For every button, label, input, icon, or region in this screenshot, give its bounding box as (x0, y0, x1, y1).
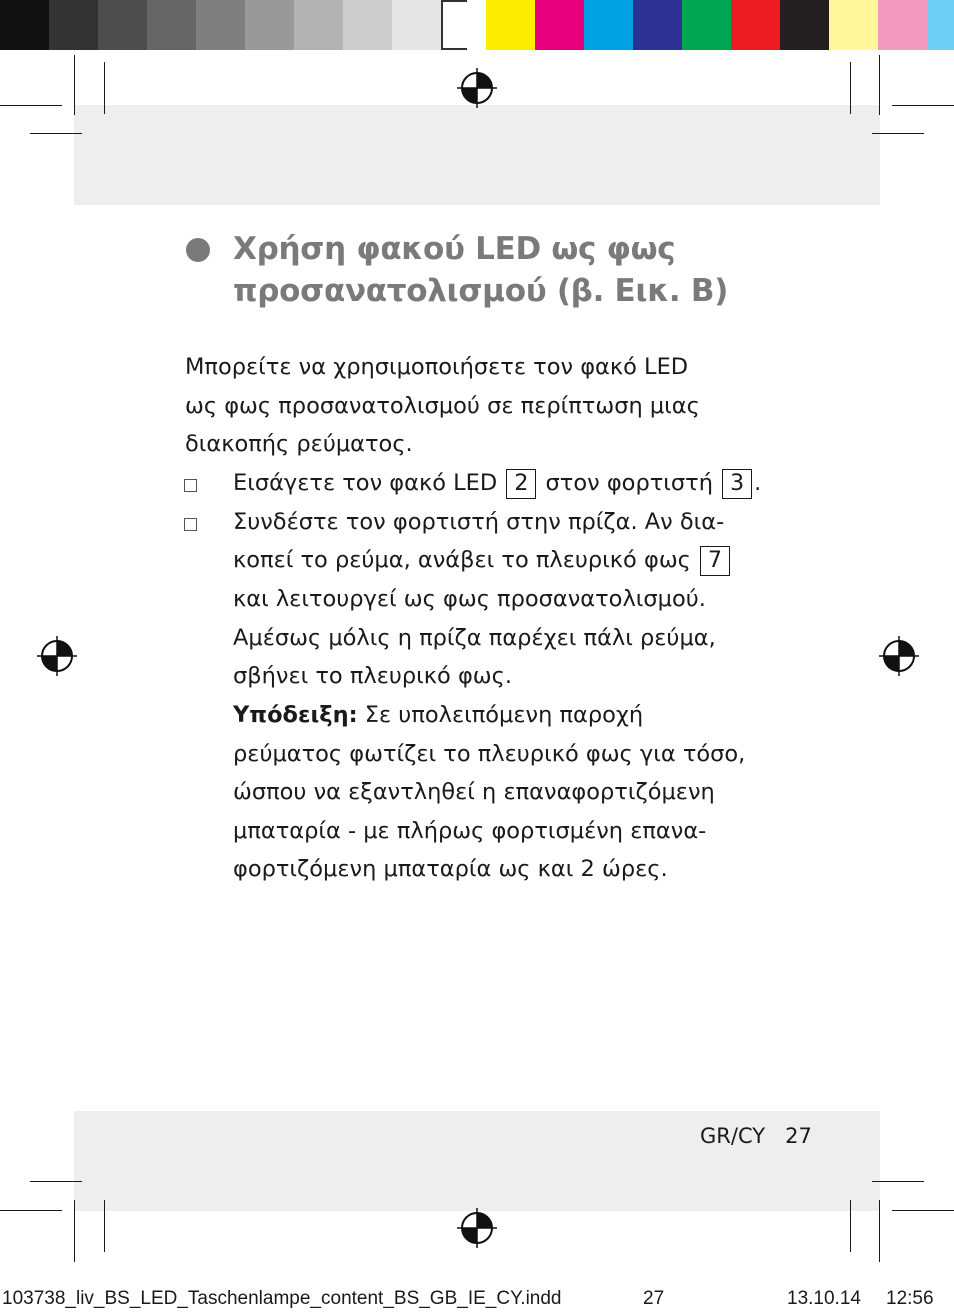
color-swatch-10 (927, 0, 954, 50)
slug-filename: 103738_liv_BS_LED_Taschenlampe_content_BS_GB_IE_CY.indd (2, 1288, 562, 1309)
heading-bullet-icon (186, 238, 210, 262)
page-footer (700, 1124, 812, 1148)
slug-page: 27 (643, 1288, 665, 1309)
grey-swatch-4 (147, 0, 196, 50)
color-swatch-7 (780, 0, 829, 50)
registration-mark-icon (457, 1208, 497, 1248)
registration-mark-icon (37, 636, 77, 676)
crop-mark (30, 133, 82, 134)
crop-mark (879, 55, 880, 115)
step-2-line-1: Συνδέστε τον φορτιστή στην πρίζα. Αν δια- (233, 509, 725, 535)
crop-mark (74, 1200, 75, 1262)
footer-region: GR/CY (700, 1124, 766, 1148)
step-checkbox-icon (184, 518, 197, 531)
grey-swatch-8 (343, 0, 392, 50)
step-2-line-5: σβήνει το πλευρικό φως. (233, 663, 512, 689)
grey-swatch-6 (245, 0, 294, 50)
crop-mark (30, 1181, 82, 1182)
note-line-4: μπαταρία - με πλήρως φορτισμένη επανα- (233, 818, 707, 844)
slug-time: 12:56 (886, 1288, 934, 1309)
crop-mark (0, 105, 62, 106)
intro-line-1: Μπορείτε να χρησιμοποιήσετε τον φακό LED (185, 354, 689, 380)
step-1-text-b: στον φορτιστή (545, 470, 713, 496)
color-swatch-3 (584, 0, 633, 50)
color-swatch-8 (829, 0, 878, 50)
color-swatch-1 (486, 0, 535, 50)
process-color-bar (486, 0, 954, 50)
note-label: Υπόδειξη: (233, 702, 358, 728)
grey-swatch-2 (49, 0, 98, 50)
crop-mark (872, 133, 924, 134)
step-2-line-2 (233, 541, 732, 580)
step-1-text-c: . (754, 470, 762, 496)
grey-swatch-1 (0, 0, 49, 50)
grey-swatch-5 (196, 0, 245, 50)
registration-mark-icon (457, 68, 497, 108)
step-2-line-3: και λειτουργεί ως φως προσανατολισμού. (233, 586, 706, 612)
note-text-1: Σε υπολειπόμενη παροχή (364, 702, 644, 728)
grey-swatch-9 (392, 0, 441, 50)
heading-line-2: προσανατολισμού (β. Εικ. B) (233, 273, 729, 309)
color-swatch-5 (682, 0, 731, 50)
crop-mark (892, 1210, 954, 1211)
crop-mark (892, 105, 954, 106)
step-2-line-2-text: κοπεί το ρεύμα, ανάβει το πλευρικό φως (233, 547, 691, 573)
note-line-3: ώσπου να εξαντληθεί η επαναφορτιζόμενη (233, 779, 715, 805)
crop-mark (104, 62, 105, 114)
part-ref-3: 3 (722, 469, 752, 499)
step-1-text-a: Εισάγετε τον φακό LED (233, 470, 498, 496)
intro-line-2: ως φως προσανατολισμού σε περίπτωση μιας (185, 393, 700, 419)
color-swatch-6 (731, 0, 780, 50)
section-heading (233, 228, 833, 312)
color-swatch-2 (535, 0, 584, 50)
crop-mark (74, 55, 75, 115)
grey-scale-bar (0, 0, 490, 50)
intro-line-3: διακοπής ρεύματος. (185, 431, 413, 457)
note-line-1 (233, 696, 643, 735)
crop-mark (104, 1200, 105, 1252)
crop-mark (0, 1210, 62, 1211)
crop-mark (850, 62, 851, 114)
crop-mark (879, 1200, 880, 1262)
note-line-5: φορτιζόμενη μπαταρία ως και 2 ώρες. (233, 856, 668, 882)
grey-swatch-7 (294, 0, 343, 50)
registration-mark-icon (879, 636, 919, 676)
part-ref-7: 7 (700, 546, 730, 576)
crop-mark (850, 1200, 851, 1252)
header-band (74, 105, 880, 205)
part-ref-2: 2 (506, 469, 536, 499)
color-swatch-9 (878, 0, 927, 50)
step-checkbox-icon (184, 479, 197, 492)
crop-mark (872, 1181, 924, 1182)
color-bar-gap (467, 0, 486, 50)
step-1 (233, 464, 761, 503)
slug-date: 13.10.14 (787, 1288, 861, 1309)
footer-page-number: 27 (785, 1124, 812, 1148)
color-swatch-4 (633, 0, 682, 50)
grey-swatch-3 (98, 0, 147, 50)
heading-line-1: Χρήση φακού LED ως φως (233, 231, 676, 267)
note-line-2: ρεύματος φωτίζει το πλευρικό φως για τόσο, (233, 741, 746, 767)
step-2-line-4: Αμέσως μόλις η πρίζα παρέχει πάλι ρεύμα, (233, 625, 716, 651)
